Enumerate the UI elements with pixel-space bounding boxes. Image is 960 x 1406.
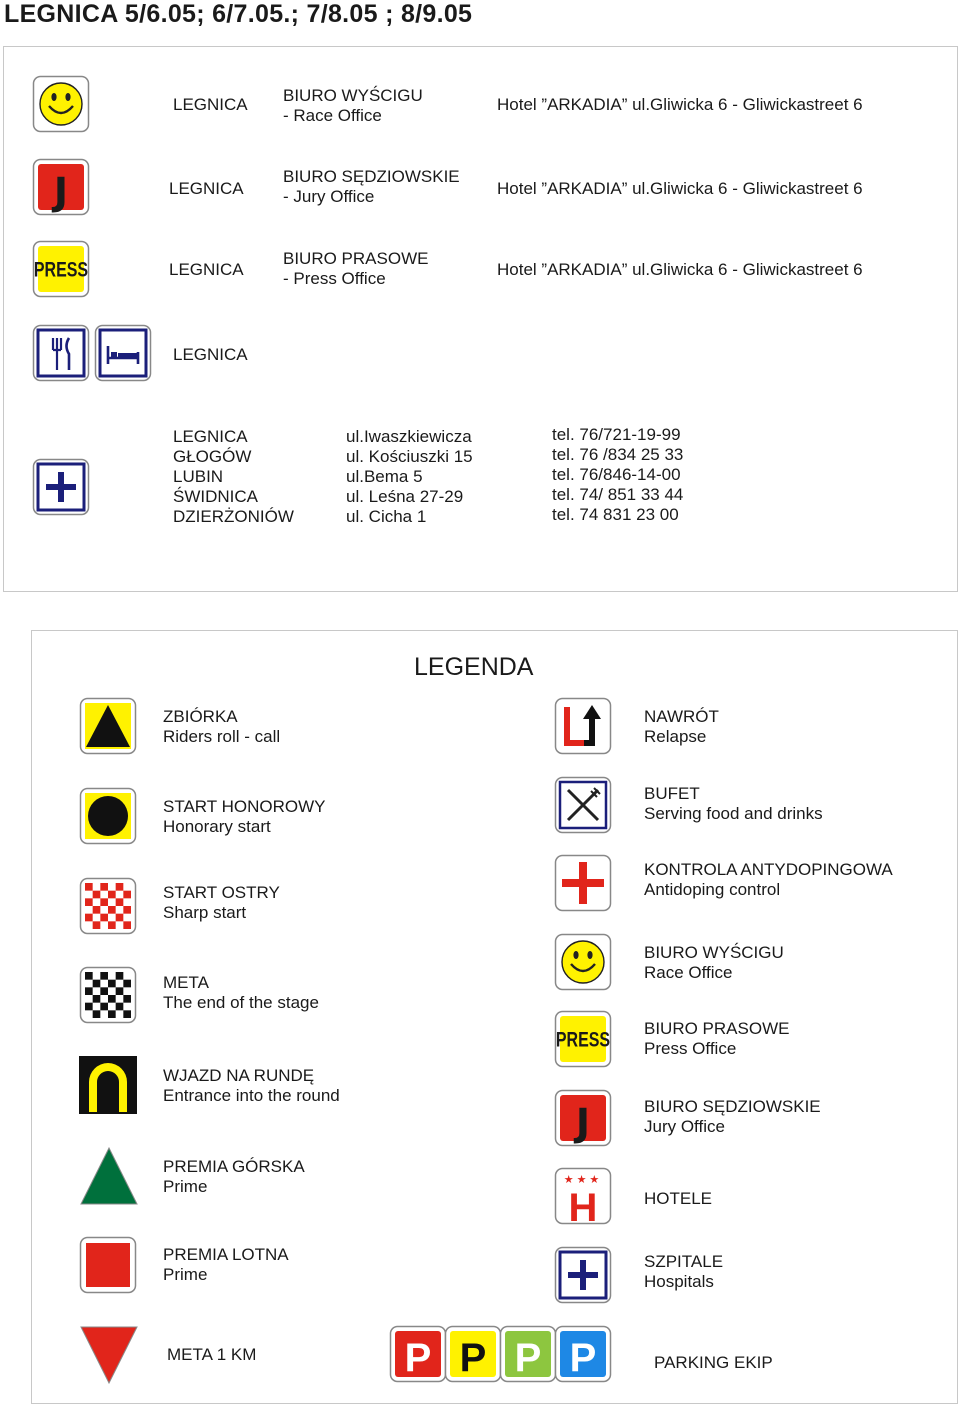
hospital-street: ul.Iwaszkiewicza — [346, 427, 472, 446]
hospital-phone: tel. 76 /834 25 33 — [552, 445, 684, 464]
legend-label-en: Antidoping control — [644, 880, 781, 899]
office-address: Hotel ”ARKADIA” ul.Gliwicka 6 - Gliwickastreet 6 — [497, 95, 863, 114]
svg-text:PRESS: PRESS — [33, 258, 89, 283]
parking-blue-p-icon — [554, 1325, 612, 1383]
hospital-street: ul.Bema 5 — [346, 467, 423, 486]
hospital-city: ŚWIDNICA — [173, 487, 258, 506]
press-icon — [554, 1010, 612, 1068]
parking-green-p-icon — [499, 1325, 557, 1383]
legend-label-en: Entrance into the round — [163, 1086, 340, 1105]
office-address: Hotel ”ARKADIA” ul.Gliwicka 6 - Gliwickastreet 6 — [497, 260, 863, 279]
sharp-start-checker-icon — [79, 877, 137, 935]
legend-label: META 1 KM — [167, 1345, 257, 1364]
svg-text:H: H — [568, 1186, 598, 1225]
parking-red-p-icon — [389, 1325, 447, 1383]
relapse-uturn-icon — [554, 697, 612, 755]
bed-icon — [94, 324, 152, 382]
legend-label: META — [163, 973, 209, 992]
legend-label-en: Riders roll - call — [163, 727, 281, 746]
venues-panel — [3, 46, 958, 592]
office-name: BIURO PRASOWE — [283, 249, 429, 268]
svg-text:P: P — [569, 1336, 597, 1380]
legend-title: LEGENDA — [414, 653, 534, 681]
round-entrance-arch-icon — [79, 1056, 137, 1114]
office-name-en: - Press Office — [283, 269, 386, 288]
office-city: LEGNICA — [169, 179, 244, 198]
legend-label-en: Prime — [163, 1265, 208, 1284]
office-address: Hotel ”ARKADIA” ul.Gliwicka 6 - Gliwickastreet 6 — [497, 179, 863, 198]
smiley-icon — [32, 75, 90, 133]
office-city: LEGNICA — [169, 260, 244, 279]
legend-label: START HONOROWY — [163, 797, 326, 816]
svg-text:P: P — [514, 1336, 542, 1380]
parking-yellow-p-icon — [444, 1325, 502, 1383]
legend-label: PARKING EKIP — [654, 1353, 773, 1372]
legend-label-en: The end of the stage — [163, 993, 319, 1012]
legend-label: SZPITALE — [644, 1252, 724, 1271]
hospital-phone: tel. 76/846-14-00 — [552, 465, 681, 484]
legend-label: PREMIA LOTNA — [163, 1245, 289, 1264]
hospital-street: ul. Leśna 27-29 — [346, 487, 464, 506]
legend-label-en: Honorary start — [163, 817, 271, 836]
legend-label: BIURO WYŚCIGU — [644, 943, 784, 962]
hospital-city: LEGNICA — [173, 427, 248, 446]
legend-label-en: Serving food and drinks — [644, 804, 823, 823]
dining-city: LEGNICA — [173, 345, 248, 364]
hotel-h-stars-icon — [554, 1167, 612, 1225]
svg-text:P: P — [404, 1336, 432, 1380]
buffet-cutlery-icon — [554, 776, 612, 834]
mountain-prime-triangle-icon — [79, 1146, 139, 1206]
cutlery-icon — [32, 324, 90, 382]
legend-label-en: Prime — [163, 1177, 208, 1196]
legend-label: BIURO SĘDZIOWSKIE — [644, 1097, 821, 1116]
office-name-en: - Race Office — [283, 106, 382, 125]
hospital-city: LUBIN — [173, 467, 224, 486]
office-name: BIURO WYŚCIGU — [283, 86, 423, 105]
hospital-phone: tel. 74/ 851 33 44 — [552, 485, 684, 504]
svg-text:PRESS: PRESS — [555, 1028, 611, 1053]
hospital-city: DZIERŻONIÓW — [173, 507, 294, 526]
office-city: LEGNICA — [173, 95, 248, 114]
svg-text:★★★: ★★★ — [563, 1173, 603, 1186]
legend-label: WJAZD NA RUNDĘ — [163, 1066, 315, 1085]
svg-text:J: J — [53, 170, 69, 214]
legend-label-en: Hospitals — [644, 1272, 714, 1291]
jury-j-icon — [554, 1089, 612, 1147]
legend-label-en: Sharp start — [163, 903, 247, 922]
finish-checker-icon — [79, 966, 137, 1024]
smiley-icon — [554, 933, 612, 991]
last-km-triangle-icon — [79, 1325, 139, 1385]
svg-text:J: J — [575, 1101, 591, 1145]
legend-label: KONTROLA ANTYDOPINGOWA — [644, 860, 893, 879]
riders-roll-call-triangle-icon — [79, 697, 137, 755]
press-icon — [32, 240, 90, 298]
svg-text:P: P — [459, 1336, 487, 1380]
sprint-prime-square-icon — [79, 1236, 137, 1294]
legend-label: PREMIA GÓRSKA — [163, 1157, 305, 1176]
legend-label: BIURO PRASOWE — [644, 1019, 790, 1038]
office-name-en: - Jury Office — [283, 187, 375, 206]
hospital-phone: tel. 76/721-19-99 — [552, 425, 681, 444]
legend-label: HOTELE — [644, 1189, 713, 1208]
office-name: BIURO SĘDZIOWSKIE — [283, 167, 460, 186]
red-cross-icon — [554, 854, 612, 912]
hospital-street: ul. Kościuszki 15 — [346, 447, 473, 466]
legend-label-en: Relapse — [644, 727, 707, 746]
hospital-street: ul. Cicha 1 — [346, 507, 427, 526]
legend-label-en: Jury Office — [644, 1117, 725, 1136]
legend-label: BUFET — [644, 784, 700, 803]
legend-label: START OSTRY — [163, 883, 280, 902]
hospital-city: GŁOGÓW — [173, 447, 252, 466]
jury-j-icon — [32, 158, 90, 216]
legend-label-en: Race Office — [644, 963, 733, 982]
honorary-start-circle-icon — [79, 787, 137, 845]
hospital-cross-icon — [554, 1246, 612, 1304]
legend-label-en: Press Office — [644, 1039, 737, 1058]
hospital-phone: tel. 74 831 23 00 — [552, 505, 679, 524]
page-title: LEGNICA 5/6.05; 6/7.05.; 7/8.05 ; 8/9.05 — [4, 0, 473, 28]
legend-label: NAWRÓT — [644, 707, 719, 726]
legend-label: ZBIÓRKA — [163, 707, 238, 726]
hospital-cross-icon — [32, 458, 90, 516]
